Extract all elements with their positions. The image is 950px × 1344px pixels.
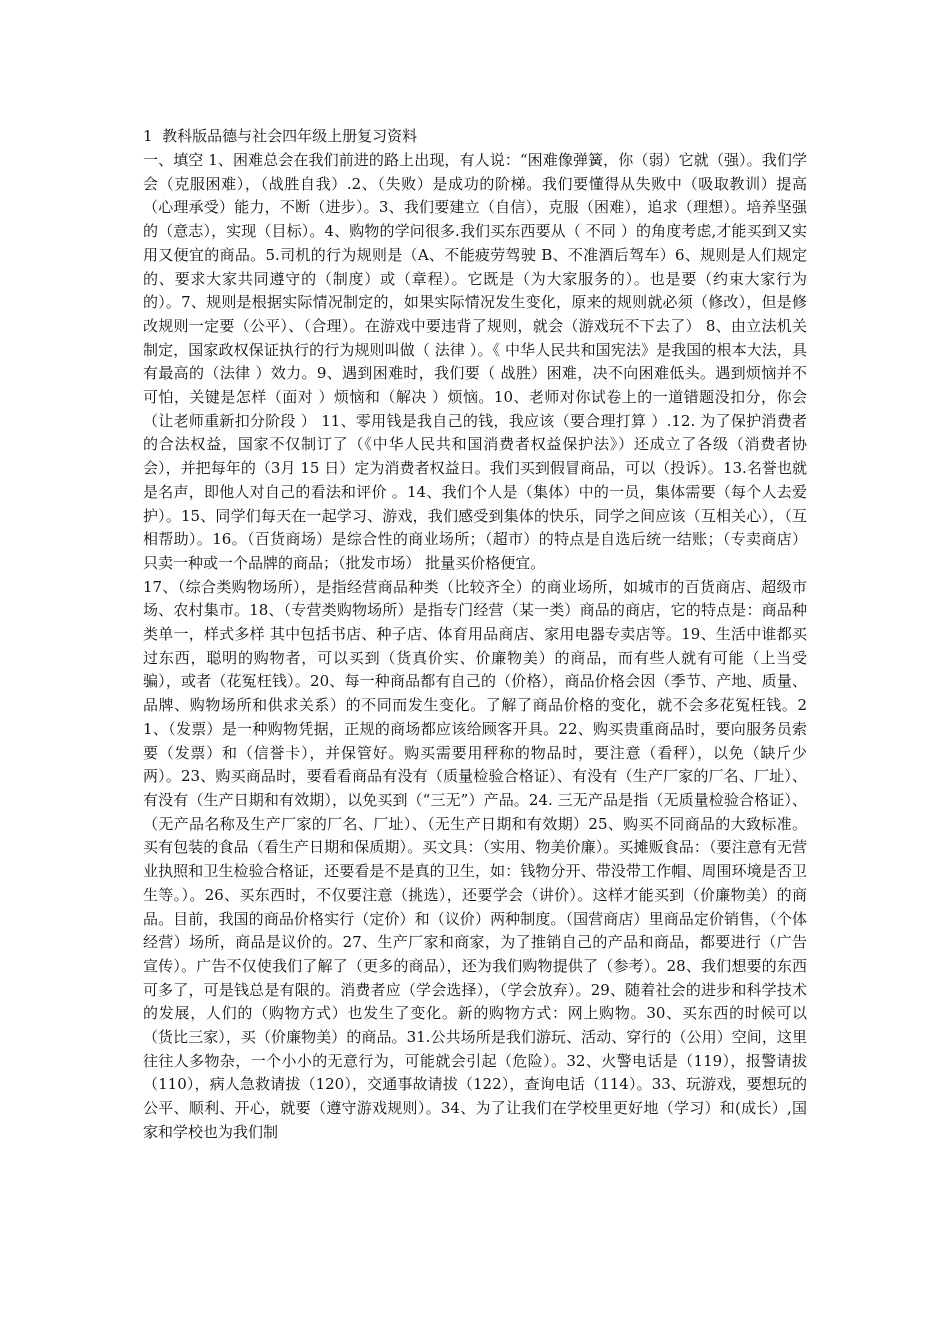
document-title: 1 教科版品德与社会四年级上册复习资料	[143, 127, 418, 145]
paragraph-fill-in-1: 一、填空 1、困难总会在我们前进的路上出现，有人说：“困难像弹簧，你（弱）它就（强）。我们学会（克服困难），（战胜自我）.2、（失败）是成功的阶梯。我们要懂得从失败中（吸取教训）提高（心理承受）能力，不断（进步）。3、我们要建立（自信），克服（困难），追求（理想）。培养坚强的（意志），实现（目标）。4、购物的学问很多.我们买东西要从（ 不同 ）的角度考虑,才能买到又实用又便宜的商品。5.司机的行为规则是（A、不能疲劳驾驶 B、不准酒后驾车）6、规则是人们规定的、要求大家共同遵守的（制度）或（章程）。它既是（为大家服务的）。也是要（约束大家行为的）。7、规则是根据实际情况制定的，如果实际情况发生变化，原来的规则就必须（修改），但是修改规则一定要（公平）、（合理）。在游戏中要违背了规则，就会（游戏玩不下去了） 8、由立法机关制定，国家政权保证执行的行为规则叫做（ 法律 ）。《 中华人民共和国宪法》是我国的根本大法，具有最高的（法律 ）效力。9、遇到困难时，我们要（ 战胜）困难，决不向困难低头。遇到烦恼并不可怕，关键是怎样（面对 ）烦恼和（解决 ）烦恼。10、老师对你试卷上的一道错题没扣分，你会（让老师重新扣分阶段 ） 11、零用钱是我自己的钱，我应该（要合理打算 ）.12. 为了保护消费者的合法权益，国家不仅制订了（《中华人民共和国消费者权益保护法》）还成立了各级（消费者协会），并把每年的（3月 15 日）定为消费者权益日。我们买到假冒商品，可以（投诉）。13.名誉也就是名声，即他人对自己的看法和评价 。14、我们个人是（集体）中的一员，集体需要（每个人去爱护）。15、同学们每天在一起学习、游戏，我们感受到集体的快乐，同学之间应该（互相关心），（互相帮助）。16。（百货商场）是综合性的商业场所；（超市）的特点是自选后统一结账；（专卖商店）只卖一种或一个品牌的商品；（批发市场） 批量买价格便宜。	[143, 151, 807, 572]
document-page	[143, 124, 807, 1145]
paragraph-fill-in-2: 17、（综合类购物场所），是指经营商品种类（比较齐全）的商业场所，如城市的百货商店、超级市场、农村集市。18、（专营类购物场所）是指专门经营（某一类）商品的商店，它的特点是：商品种类单一，样式多样 其中包括书店、种子店、体育用品商店、家用电器专卖店等。19、生活中谁都买过东西，聪明的购物者，可以买到（货真价实、价廉物美）的商品，而有些人就有可能（上当受骗），或者（花冤枉钱）。20、每一种商品都有自己的（价格），商品价格会因（季节、产地、质量、品牌、购物场所和供求关系）的不同而发生变化。了解了商品价格的变化，就不会多花冤枉钱。21、（发票）是一种购物凭据，正规的商场都应该给顾客开具。22、购买贵重商品时，要向服务员索要（发票）和（信誉卡），并保管好。购买需要用秤称的物品时，要注意（看秤），以免（缺斤少两）。23、购买商品时，要看看商品有没有（质量检验合格证）、有没有（生产厂家的厂名、厂址）、有没有（生产日期和有效期），以免买到（“三无”）产品。24. 三无产品是指（无质量检验合格证）、（无产品名称及生产厂家的厂名、厂址）、（无生产日期和有效期）25、购买不同商品的大致标准。买有包装的食品（看生产日期和保质期）。买文具：（实用、物美价廉）。买摊贩食品：（要注意有无营业执照和卫生检验合格证，还要看是不是真的卫生，如：钱物分开、带没带工作帽、周围环境是否卫生等。）。26、买东西时，不仅要注意（挑选），还要学会（讲价）。这样才能买到（价廉物美）的商品。目前，我国的商品价格实行（定价）和（议价）两种制度。（国营商店）里商品定价销售，（个体经营）场所，商品是议价的。27、生产厂家和商家，为了推销自己的产品和商品，都要进行（广告宣传）。广告不仅使我们了解了（更多的商品），还为我们购物提供了（参考）。28、我们想要的东西可多了，可是钱总是有限的。消费者应（学会选择），（学会放弃）。29、随着社会的进步和科学技术的发展，人们的（购物方式）也发生了变化。新的购物方式：网上购物。30、买东西的时候可以（货比三家），买（价廉物美）的商品。31.公共场所是我们游玩、活动、穿行的（公用）空间，这里往往人多物杂，一个小小的无意行为，可能就会引起（危险）。32、火警电话是（119），报警请拔（110），病人急救请拔（120），交通事故请拔（122），查询电话（114）。33、玩游戏，要想玩的公平、顺利、开心，就要（遵守游戏规则）。34、为了让我们在学校里更好地（学习）和(成长）,国家和学校也为我们制	[143, 577, 807, 1141]
